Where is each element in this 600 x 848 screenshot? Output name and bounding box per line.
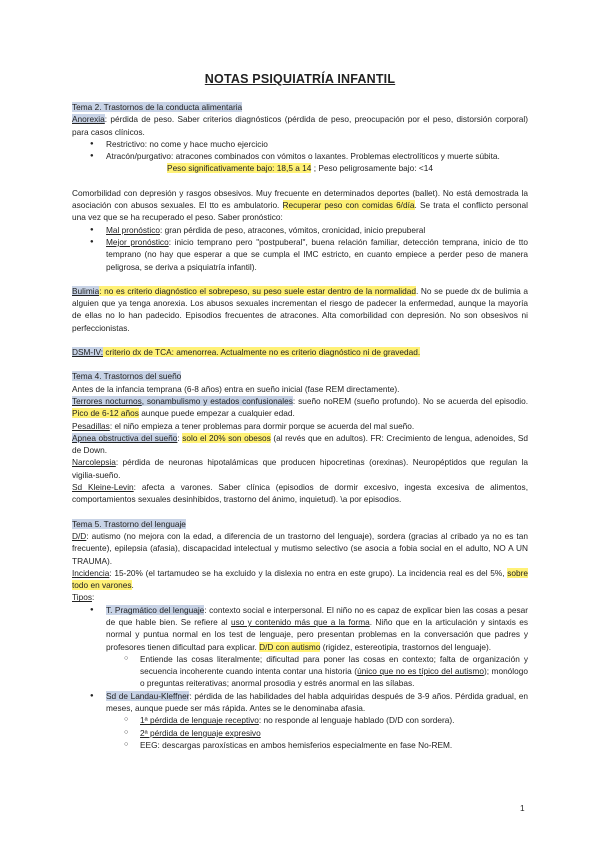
incidencia-paragraph: Incidencia: 15-20% (el tartamudeo se ha excluido y la dislexia no entra en este grupo). La incidencia real es del 5%, sobre todo en varones.	[72, 567, 528, 591]
sleep-intro: Antes de la infancia temprana (6-8 años) entra en sueño inicial (fase REM directamente).	[72, 383, 400, 394]
list-item: ○ 2ª pérdida de lenguaje expresivo	[140, 727, 528, 739]
section-heading-tema5: Tema 5. Trastorno del lenguaje	[72, 518, 186, 529]
tipos-label: Tipos:	[72, 592, 95, 603]
list-item: ○ 1ª pérdida de lenguaje receptivo: no responde al lenguaje hablado (D/D con sordera).	[140, 714, 528, 726]
document-page	[72, 72, 528, 751]
landau-kleffner-sublist	[106, 714, 528, 751]
weight-criteria: Peso significativamente bajo: 18,5 a 14 ; Peso peligrosamente bajo: <14	[167, 163, 433, 174]
comorbidity-paragraph: Comorbilidad con depresión y rasgos obsesivos. Muy frecuente en determinados deportes (ballet). No está demostrada la asociación con abusos sexuales. El tto es ambulatorio. Recuperar peso con comidas 6/día. Se trata el conflicto personal una vez que se ha recuperado el peso. Saber pronóstico:	[72, 187, 528, 223]
section-heading-tema4: Tema 4. Trastornos del sueño	[72, 371, 182, 382]
kleine-levin-paragraph: Sd Kleine-Levin: afecta a varones. Saber clínica (episodios de dormir excesivo, ingesta excesiva de alimentos, comportamientos sexuales desinhibidos, trastorno del ánimo, inquietud). \a por episodios.	[72, 482, 528, 505]
dsm-paragraph: DSM-IV: criterio dx de TCA: amenorrea. Actualmente no es criterio diagnóstico ni de gravedad.	[72, 347, 421, 358]
pesadillas-paragraph: Pesadillas: el niño empieza a tener problemas para dormir porque se acuerda del mal sueño.	[72, 420, 415, 431]
list-item: ● T. Pragmático del lenguaje: contexto social e interpersonal. El niño no es capaz de explicar bien las cosas a pesar de que hable bien. Se refiere al uso y contenido más que a la forma. Niño que en la articulación y sintaxis es normal y puntua normal en los test de lenguaje, pero presentan problemas en la conversación que padres y profesores tienen dificultad para explicar. D/D con autismo (rigidez, estereotipia, trastornos del lenguaje). ○ Entiende las cosas literalmente; dificultad para poner las cosas en contexto; falta de organización y secuencia incoherente cuando intenta contar una historia (único que no es típico del autismo); monólogo o preguntas reiterativas; anormal prosodia y estrés anormal en las sílabas.	[106, 604, 528, 690]
list-item: ● Mejor pronóstico: inicio temprano pero "postpuberal", buena relación familiar, detección temprana, inicio de tto temprano (no hay que esperar a que se cumpla el IMC estricto, en cuanto empiece a perder peso de manera peligrosa, se deriva a psiquiatría infantil).	[106, 236, 528, 273]
list-item: ● Restrictivo: no come y hace mucho ejercicio	[106, 138, 528, 150]
list-item: ○ EEG: descargas paroxísticas en ambos hemisferios especialmente en fase No-REM.	[140, 739, 528, 751]
anorexia-types-list	[72, 138, 528, 163]
bulimia-paragraph: Bulimia: no es criterio diagnóstico el sobrepeso, su peso suele estar dentro de la normalidad. No se puede dx de bulimia a alguien que ya tenga anorexia. Los abusos sexuales incrementan el riesgo de padecer la enfermedad, aunque la mayoría de ellas no lo han padecido. Episodios frecuentes de atracones. Alta comorbilidad con depresión. No son obsesivos ni perfeccionistas.	[72, 285, 528, 333]
list-item: ● Atracón/purgativo: atracones combinados con vómitos o laxantes. Problemas electrolíticos y muerte súbita.	[106, 150, 528, 162]
apnea-paragraph: Apnea obstructiva del sueño: solo el 20% son obesos (al revés que en adultos). FR: Crecimiento de lengua, adenoides, Sd de Down.	[72, 432, 528, 456]
language-types-list	[72, 604, 528, 752]
list-item: ● Sd de Landau-Kleffner: pérdida de las habilidades del habla adquiridas después de 3-9 años. Pérdida gradual, en meses, aunque puede ser más rápida. Antes se le denominaba afasia. ○ 1ª pérdida de lenguaje receptivo: no responde al lenguaje hablado (D/D con sordera). ○ 2ª pérdida de lenguaje expresivo ○ EEG: descargas paroxísticas en ambos hemisferios especialmente en fase No-REM.	[106, 690, 528, 751]
anorexia-paragraph: Anorexia: pérdida de peso. Saber criterios diagnósticos (pérdida de peso, preocupación por el peso, distorsión corporal) para casos clínicos.	[72, 114, 528, 137]
prognosis-list	[72, 224, 528, 273]
section-heading-tema2: Tema 2. Trastornos de la conducta alimentaria	[72, 102, 243, 112]
narcolepsia-paragraph: Narcolepsia: pérdida de neuronas hipotalámicas que producen hipocretinas (orexinas). Neuropéptidos que regulan la vigilia-sueño.	[72, 457, 528, 480]
document-title: NOTAS PSIQUIATRÍA INFANTIL	[204, 72, 396, 86]
pragmatic-sublist	[106, 653, 528, 690]
list-item: ○ Entiende las cosas literalmente; dificultad para poner las cosas en contexto; falta de organización y secuencia incoherente cuando intenta contar una historia (único que no es típico del autismo); monólogo o preguntas reiterativas; anormal prosodia y estrés anormal en las sílabas.	[140, 653, 528, 690]
terrores-paragraph: Terrores nocturnos, sonambulismo y estados confusionales: sueño noREM (sueño profundo). No se acuerda del episodio. Pico de 6-12 años aunque puede empezar a cualquier edad.	[72, 395, 529, 419]
dd-paragraph: D/D: autismo (no mejora con la edad, a diferencia de un trastorno del lenguaje), sordera (gracias al cribado ya no es tan frecuente), epilepsia (afasia), discapacidad intelectual y mutismo selectivo (se asocia a fobia social en el adulto, NO A UN TRAUMA).	[72, 530, 528, 566]
page-number: 1	[520, 803, 525, 813]
list-item: ● Mal pronóstico: gran pérdida de peso, atracones, vómitos, cronicidad, inicio prepuberal	[106, 224, 528, 236]
